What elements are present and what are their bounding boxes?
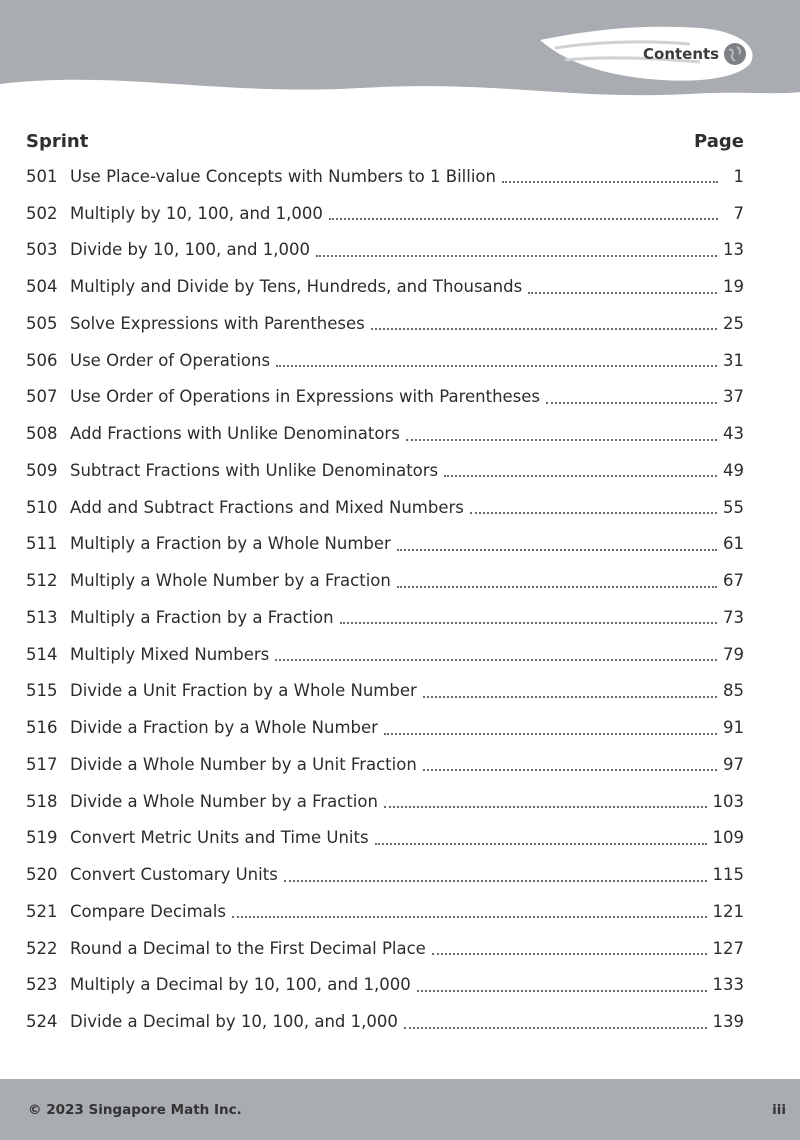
- toc-entry[interactable]: [26, 526, 744, 563]
- sprint-title: Add and Subtract Fractions and Mixed Numbers: [70, 497, 464, 517]
- dot-leader: [444, 475, 717, 477]
- page-number: 133: [712, 975, 744, 995]
- sprint-title: Use Place-value Concepts with Numbers to 1 Billion: [70, 166, 496, 186]
- sprint-title: Round a Decimal to the First Decimal Place: [70, 938, 426, 958]
- page-number: 37: [723, 387, 744, 407]
- dot-leader: [404, 1027, 707, 1029]
- toc-entry[interactable]: [26, 379, 744, 416]
- sprint-number: 520: [26, 865, 58, 885]
- sprint-title: Divide a Fraction by a Whole Number: [70, 718, 378, 738]
- toc-entry[interactable]: [26, 1003, 744, 1040]
- toc-entry[interactable]: [26, 893, 744, 930]
- sprint-title: Use Order of Operations in Expressions with Parentheses: [70, 387, 541, 407]
- sprint-title: Multiply a Fraction by a Whole Number: [70, 534, 391, 554]
- toc-entry[interactable]: [26, 562, 744, 599]
- page-number: 127: [712, 938, 744, 958]
- toc-entry[interactable]: [26, 820, 744, 857]
- table-of-contents: [26, 158, 744, 1040]
- toc-entry[interactable]: [26, 709, 744, 746]
- sprint-number: 511: [26, 534, 58, 554]
- sprint-number: 517: [26, 754, 58, 774]
- dot-leader: [275, 659, 717, 661]
- sprint-title: Multiply Mixed Numbers: [70, 644, 270, 664]
- page-number: 85: [723, 681, 744, 701]
- dot-leader: [371, 328, 717, 330]
- page-number: 67: [723, 571, 744, 591]
- sprint-title: Subtract Fractions with Unlike Denominators: [70, 460, 439, 480]
- page-number: 103: [712, 791, 744, 811]
- page-number: 91: [723, 718, 744, 738]
- page-number: 7: [733, 203, 744, 223]
- dot-leader: [470, 512, 717, 514]
- sprint-title: Divide a Unit Fraction by a Whole Number: [70, 681, 417, 701]
- page-number: 31: [723, 350, 744, 370]
- toc-entry[interactable]: [26, 232, 744, 269]
- page-number: 25: [723, 313, 744, 333]
- dot-leader: [232, 916, 707, 918]
- page-number: 115: [712, 865, 744, 885]
- sprint-title: Convert Customary Units: [70, 865, 278, 885]
- sprint-number: 515: [26, 681, 58, 701]
- page-number: 97: [723, 754, 744, 774]
- dot-leader: [276, 365, 717, 367]
- globe-icon: [723, 42, 747, 66]
- page-number: 49: [723, 460, 744, 480]
- sprint-title: Compare Decimals: [70, 901, 226, 921]
- page-number: 19: [723, 277, 744, 297]
- page-number: 43: [723, 424, 744, 444]
- copyright-text: © 2023 Singapore Math Inc.: [28, 1102, 242, 1118]
- toc-entry[interactable]: [26, 930, 744, 967]
- dot-leader: [375, 843, 707, 845]
- sprint-title: Divide by 10, 100, and 1,000: [70, 240, 310, 260]
- sprint-title: Add Fractions with Unlike Denominators: [70, 424, 400, 444]
- page-number: 1: [733, 166, 744, 186]
- sprint-title: Multiply a Decimal by 10, 100, and 1,000: [70, 975, 411, 995]
- sprint-title: Multiply by 10, 100, and 1,000: [70, 203, 323, 223]
- toc-entry[interactable]: [26, 415, 744, 452]
- dot-leader: [340, 622, 717, 624]
- table-header: [26, 128, 744, 154]
- sprint-number: 522: [26, 938, 58, 958]
- toc-entry[interactable]: [26, 305, 744, 342]
- sprint-number: 524: [26, 1012, 58, 1032]
- sprint-number: 510: [26, 497, 58, 517]
- dot-leader: [546, 402, 717, 404]
- sprint-title: Convert Metric Units and Time Units: [70, 828, 369, 848]
- toc-entry[interactable]: [26, 783, 744, 820]
- sprint-number: 503: [26, 240, 58, 260]
- sprint-number: 502: [26, 203, 58, 223]
- sprint-number: 513: [26, 607, 58, 627]
- sprint-number: 523: [26, 975, 58, 995]
- page-number: 121: [712, 901, 744, 921]
- dot-leader: [423, 696, 717, 698]
- sprint-number: 508: [26, 424, 58, 444]
- toc-entry[interactable]: [26, 342, 744, 379]
- sprint-number: 501: [26, 166, 58, 186]
- dot-leader: [384, 733, 717, 735]
- toc-entry[interactable]: [26, 636, 744, 673]
- dot-leader: [423, 769, 717, 771]
- sprint-number: 521: [26, 901, 58, 921]
- dot-leader: [432, 953, 707, 955]
- toc-entry[interactable]: [26, 452, 744, 489]
- sprint-number: 505: [26, 313, 58, 333]
- sprint-title: Multiply a Fraction by a Fraction: [70, 607, 334, 627]
- dot-leader: [397, 549, 717, 551]
- toc-entry[interactable]: [26, 746, 744, 783]
- page-number: 79: [723, 644, 744, 664]
- dot-leader: [528, 292, 717, 294]
- toc-entry[interactable]: [26, 856, 744, 893]
- dot-leader: [502, 181, 718, 183]
- sprint-title: Divide a Decimal by 10, 100, and 1,000: [70, 1012, 398, 1032]
- sprint-number: 518: [26, 791, 58, 811]
- toc-entry[interactable]: [26, 673, 744, 710]
- dot-leader: [316, 255, 717, 257]
- sprint-number: 512: [26, 571, 58, 591]
- page-number: 109: [712, 828, 744, 848]
- dot-leader: [417, 990, 707, 992]
- dot-leader: [329, 218, 718, 220]
- page-number: 139: [712, 1012, 744, 1032]
- toc-entry[interactable]: [26, 599, 744, 636]
- dot-leader: [284, 880, 707, 882]
- page-number: 55: [723, 497, 744, 517]
- toc-entry[interactable]: [26, 489, 744, 526]
- sprint-number: 506: [26, 350, 58, 370]
- toc-entry[interactable]: [26, 158, 744, 195]
- dot-leader: [397, 586, 717, 588]
- page-number: 61: [723, 534, 744, 554]
- toc-entry[interactable]: [26, 967, 744, 1004]
- page-number-footer: iii: [772, 1102, 786, 1118]
- dot-leader: [384, 806, 707, 808]
- sprint-number: 507: [26, 387, 58, 407]
- sprint-number: 504: [26, 277, 58, 297]
- sprint-title: Multiply and Divide by Tens, Hundreds, and Thousands: [70, 277, 523, 297]
- page-column-header: Page: [694, 130, 744, 152]
- sprint-number: 516: [26, 718, 58, 738]
- toc-entry[interactable]: [26, 268, 744, 305]
- sprint-number: 519: [26, 828, 58, 848]
- section-label: Contents: [643, 45, 720, 63]
- sprint-title: Solve Expressions with Parentheses: [70, 313, 365, 333]
- page-number: 73: [723, 607, 744, 627]
- sprint-column-header: Sprint: [26, 130, 89, 152]
- toc-entry[interactable]: [26, 195, 744, 232]
- sprint-number: 514: [26, 644, 58, 664]
- page-number: 13: [723, 240, 744, 260]
- sprint-title: Divide a Whole Number by a Unit Fraction: [70, 754, 417, 774]
- dot-leader: [406, 439, 717, 441]
- sprint-number: 509: [26, 460, 58, 480]
- sprint-title: Multiply a Whole Number by a Fraction: [70, 571, 391, 591]
- sprint-title: Use Order of Operations: [70, 350, 271, 370]
- sprint-title: Divide a Whole Number by a Fraction: [70, 791, 378, 811]
